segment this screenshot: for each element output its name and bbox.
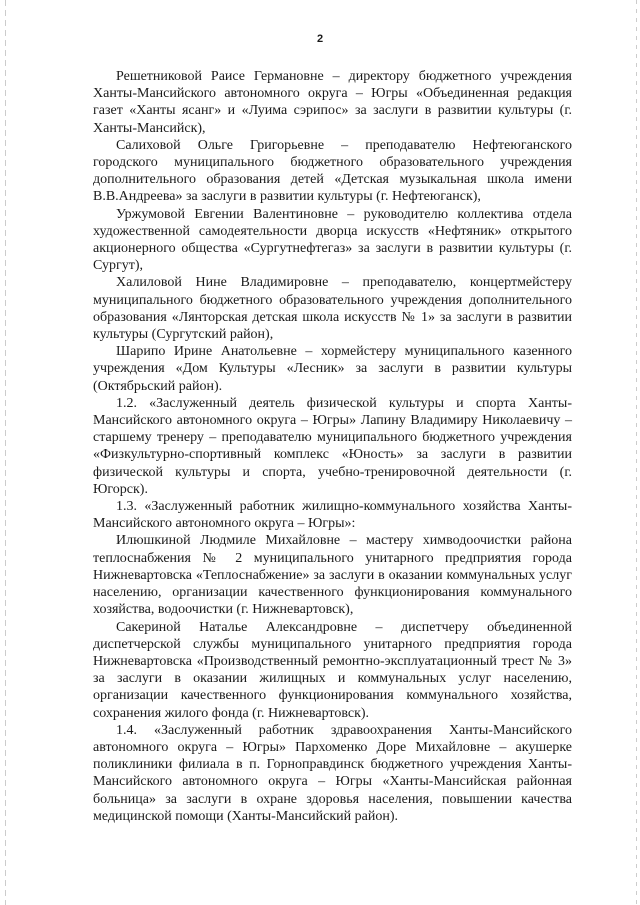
paragraph-sakerina: Сакериной Наталье Александровне – диспетчеру объединенной диспетчерской службы муниципального унитарного предприятия города Нижневартовска «Производственный ремонтно-эксплуатационный трест № 3» за заслуги в оказании жилищных и коммунальных услуг населению, организации качественного функционирования коммунального хозяйства, сохранения жилого фонда (г. Нижневартовск). xyxy=(93,619,572,721)
paragraph-reshetnikova: Решетниковой Раисе Германовне – директору бюджетного учреждения Ханты-Мансийского автономного округа – Югры «Объединенная редакция газет «Ханты ясанг» и «Луима сэрипос» за заслуги в развитии культуры (г. Ханты-Мансийск), xyxy=(93,69,572,136)
paragraph-khalilova: Халиловой Нине Владимировне – преподавателю, концертмейстеру муниципального бюджетного образовательного учреждения дополнительного образования «Лянторская детская школа искусств № 1» за заслуги в развитии культуры (Сургутский район), xyxy=(93,275,572,343)
page-number: 2 xyxy=(316,33,324,45)
section-1-3: 1.3. «Заслуженный работник жилищно-коммунального хозяйства Ханты-Мансийского автономного округа – Югры»: xyxy=(93,499,572,532)
section-1-4: 1.4. «Заслуженный работник здравоохранения Ханты-Мансийского автономного округа – Югры» Пархоменко Доре Михайловне – акушерке поликлиники филиала в п. Горноправдинск бюджетного учреждения Ханты-Мансийского автономного округа – Югры «Ханты-Мансийская районная больница» за заслуги в охране здоровья населения, повышении качества медицинской помощи (Ханты-Мансийский район). xyxy=(93,722,572,824)
paragraph-salikhova: Салиховой Ольге Григорьевне – преподавателю Нефтеюганского городского муниципального бюджетного образовательного учреждения дополнительного образования детей «Детская музыкальная школа имени В.В.Андреева» за заслуги в развитии культуры (г. Нефтеюганск), xyxy=(93,137,572,205)
paragraph-sharipo: Шарипо Ирине Анатольевне – хормейстеру муниципального казенного учреждения «Дом Культуры «Лесник» за заслуги в развитии культуры (Октябрьский район). xyxy=(93,344,572,394)
scan-edge-right xyxy=(636,0,637,905)
paragraph-ilyushkina: Илюшкиной Людмиле Михайловне – мастеру химводоочистки района теплоснабжения № 2 муниципального унитарного предприятия города Нижневартовска «Теплоснабжение» за заслуги в оказании коммунальных услуг населению, организации качественного функционирования коммунального хозяйства, водоочистки (г. Нижневартовск), xyxy=(93,533,572,618)
paragraph-urzhumova: Уржумовой Евгении Валентиновне – руководителю коллектива отдела художественной самодеятельности дворца искусств «Нефтяник» открытого акционерного общества «Сургутнефтегаз» за заслуги в развитии культуры (г. Сургут), xyxy=(93,206,572,274)
section-1-2: 1.2. «Заслуженный деятель физической культуры и спорта Ханты-Мансийского автономного округа – Югры» Лапину Владимиру Николаевичу – старшему тренеру – преподавателю муниципального бюджетного учреждения «Физкультурно-спортивный комплекс «Юность» за заслуги в развитии физической культуры и спорта, учебно-тренировочной деятельности (г. Югорск). xyxy=(93,395,572,497)
scan-edge-left xyxy=(5,0,6,905)
document-body xyxy=(93,68,572,825)
